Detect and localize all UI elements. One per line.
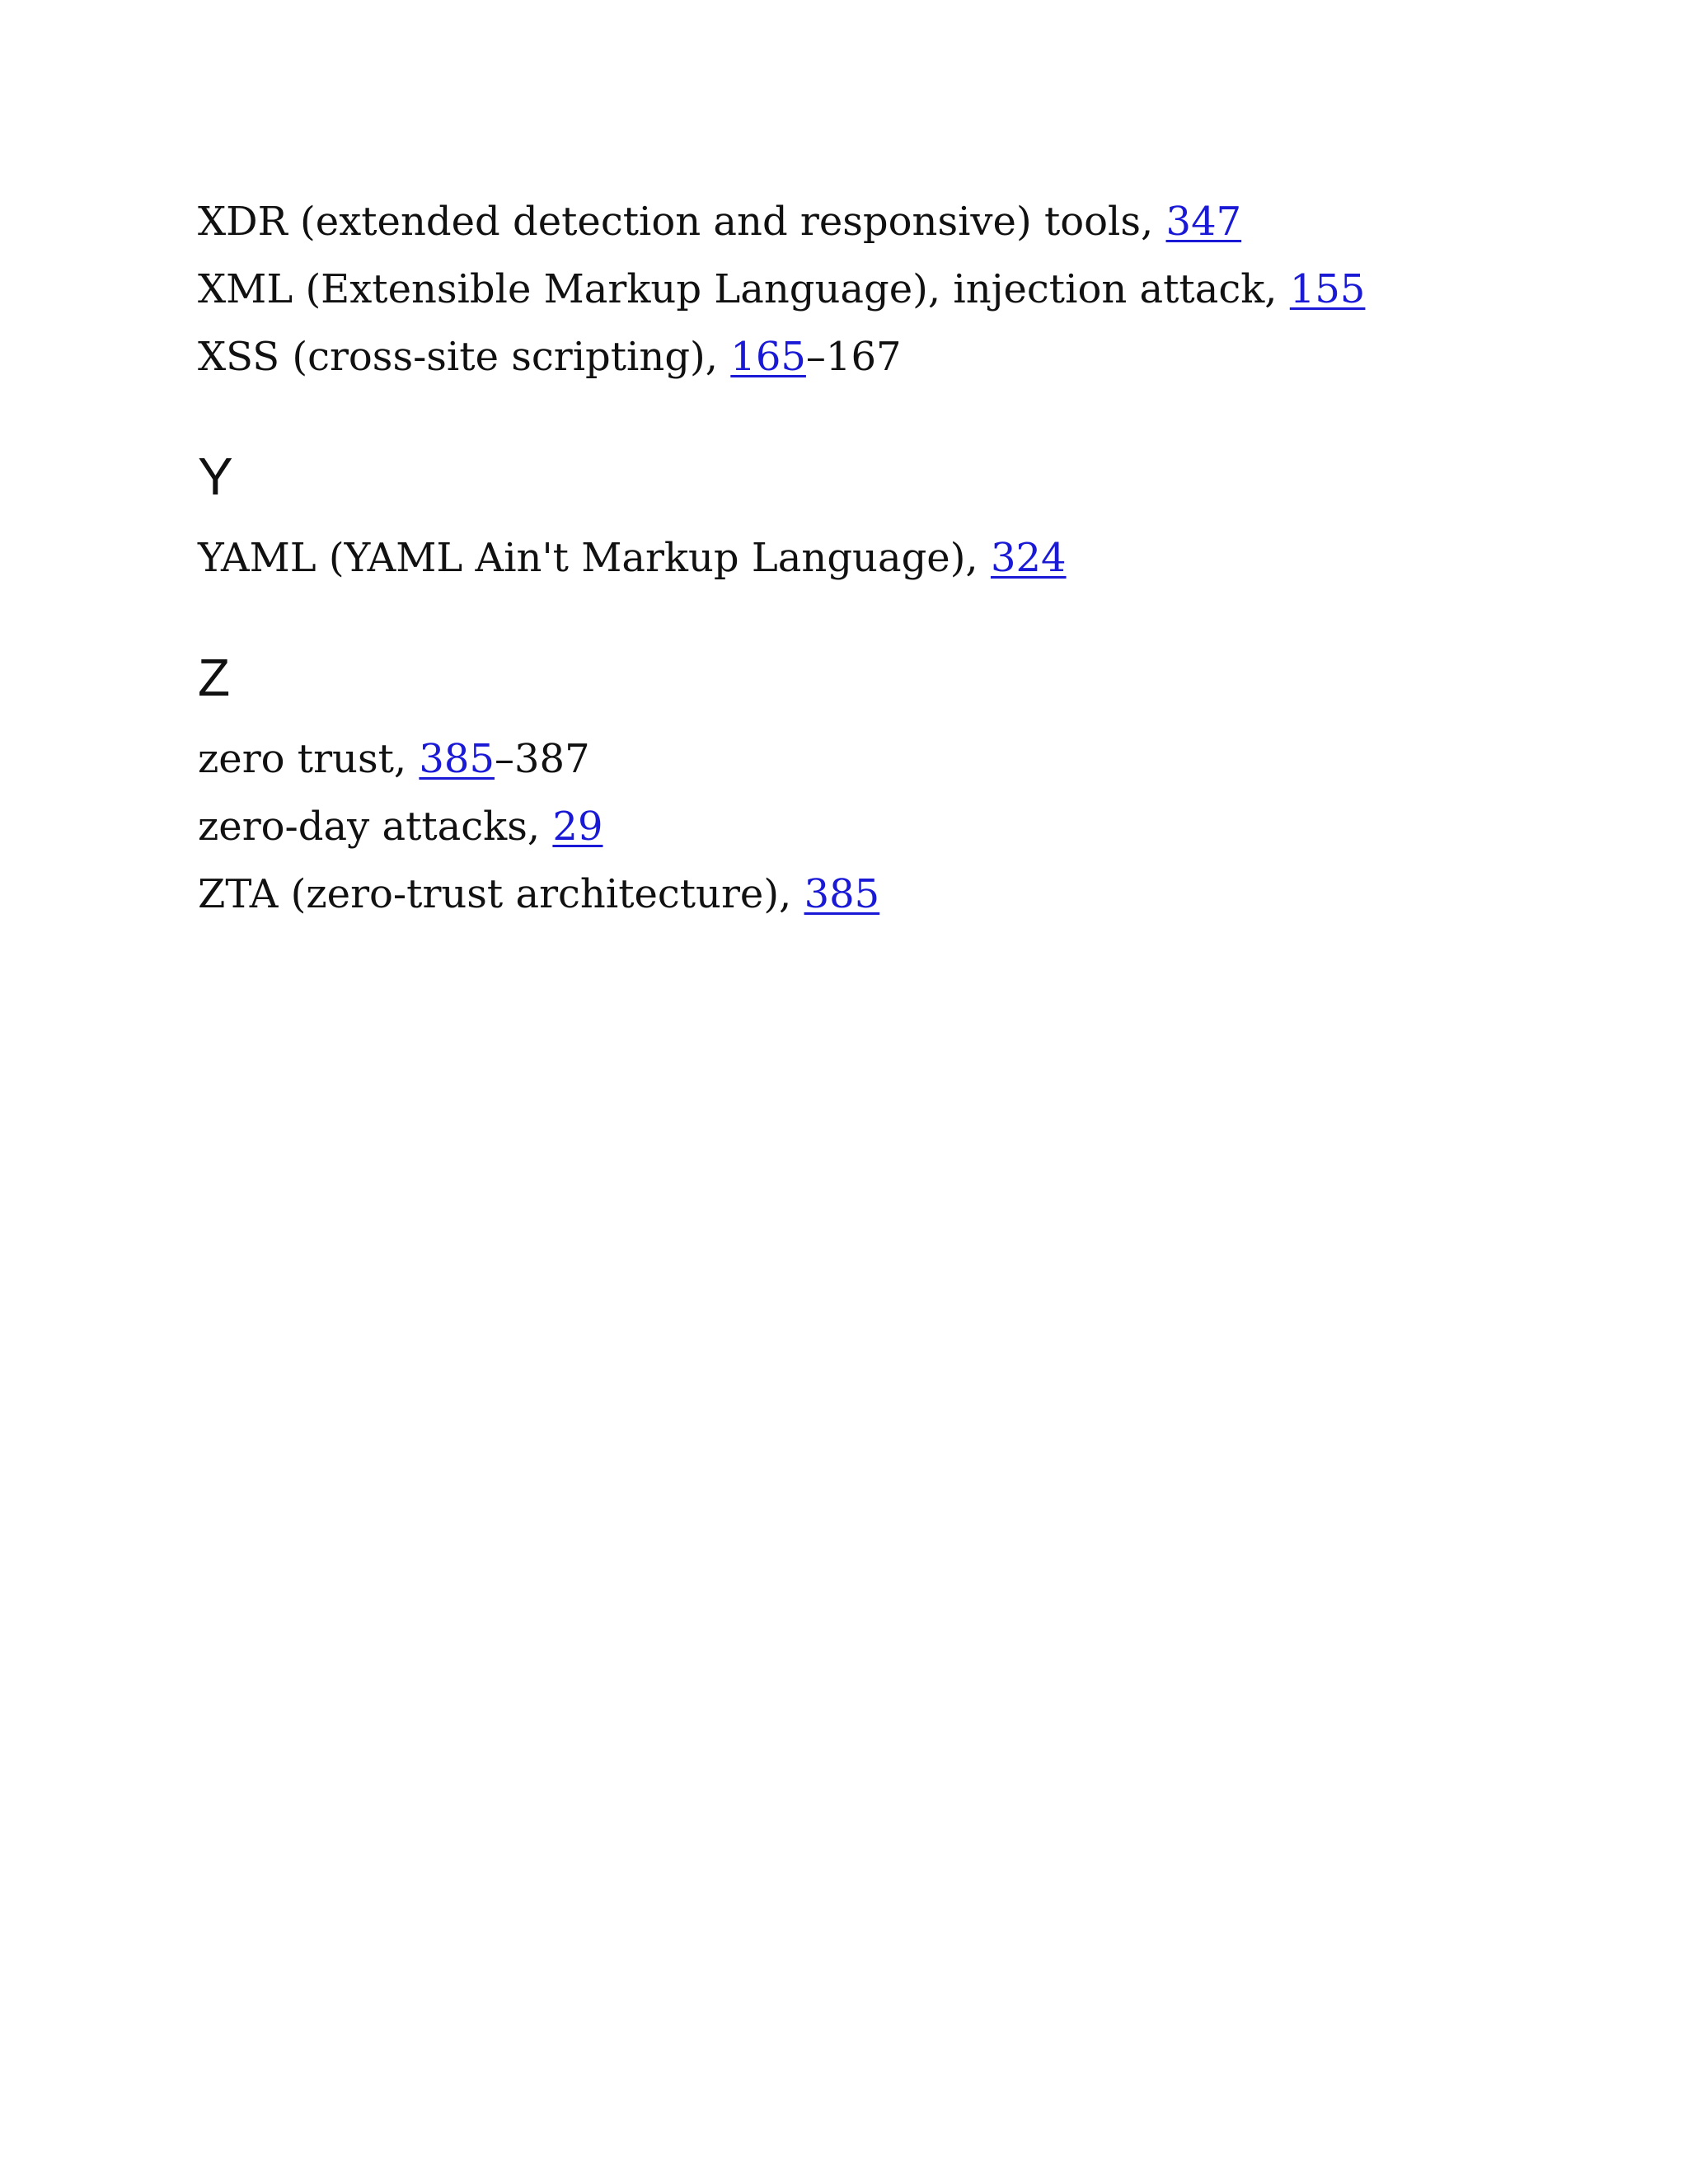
entry-suffix: –167 bbox=[805, 334, 902, 380]
index-page bbox=[198, 188, 1599, 928]
page-link[interactable]: 165 bbox=[730, 334, 806, 380]
index-section-x bbox=[198, 188, 1599, 391]
index-entry bbox=[198, 524, 1599, 592]
section-heading-y: Y bbox=[198, 447, 233, 506]
index-entry bbox=[198, 793, 1599, 860]
index-section-y bbox=[198, 443, 1599, 592]
page-link[interactable]: 347 bbox=[1165, 199, 1242, 245]
section-heading-z: Z bbox=[198, 648, 231, 707]
entry-term: XML (Extensible Markup Language), injection attack, bbox=[198, 266, 1290, 312]
entry-term: YAML (YAML Ain't Markup Language), bbox=[198, 535, 991, 581]
entry-term: ZTA (zero-trust architecture), bbox=[198, 871, 804, 917]
index-entry bbox=[198, 255, 1599, 323]
page-link[interactable]: 385 bbox=[804, 871, 880, 917]
index-entry bbox=[198, 860, 1599, 928]
page-link[interactable]: 155 bbox=[1289, 266, 1366, 312]
entry-term: zero-day attacks, bbox=[198, 804, 553, 850]
entry-term: XSS (cross-site scripting), bbox=[198, 334, 731, 380]
entry-term: zero trust, bbox=[198, 736, 420, 782]
page-link[interactable]: 324 bbox=[990, 535, 1067, 581]
index-entry bbox=[198, 323, 1599, 391]
index-entry bbox=[198, 188, 1599, 255]
page-link[interactable]: 385 bbox=[419, 736, 495, 782]
page-link[interactable]: 29 bbox=[552, 804, 603, 850]
index-section-z bbox=[198, 644, 1599, 928]
entry-suffix: –387 bbox=[495, 736, 590, 782]
entry-term: XDR (extended detection and responsive) tools, bbox=[198, 199, 1166, 245]
index-entry bbox=[198, 725, 1599, 793]
